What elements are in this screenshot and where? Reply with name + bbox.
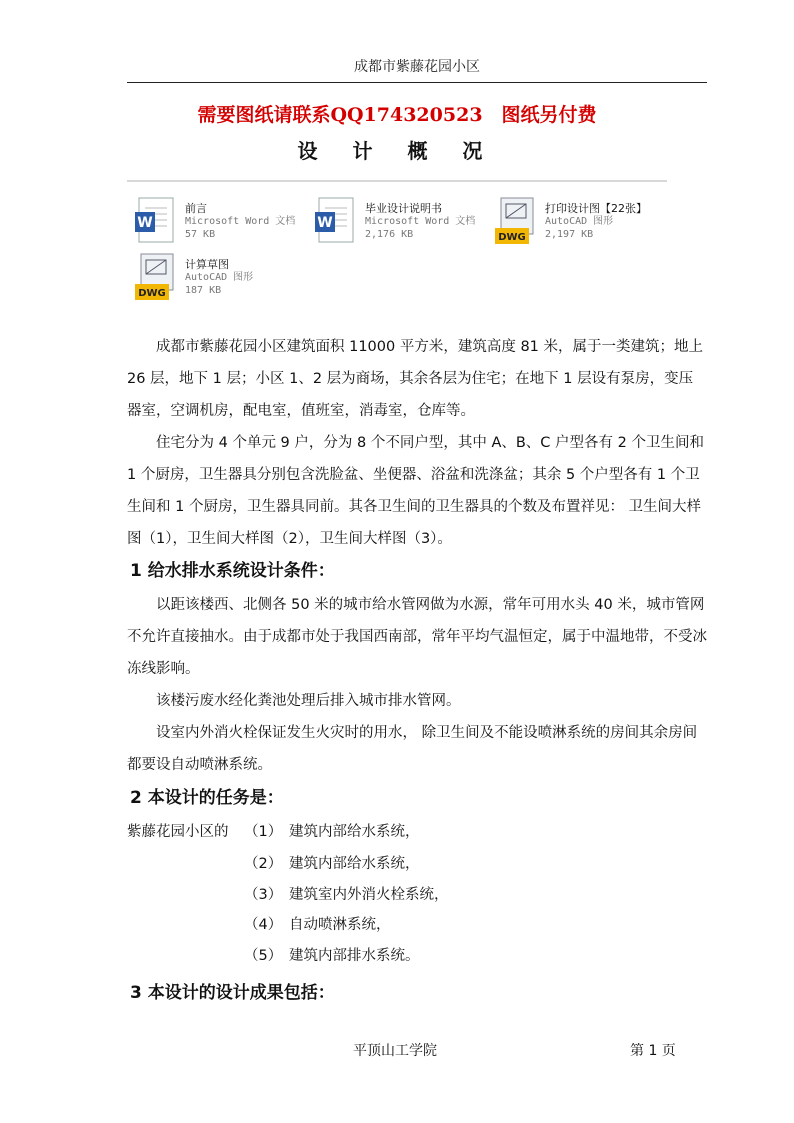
task-text: 建筑内部给水系统， xyxy=(289,856,420,872)
svg-text:DWG: DWG xyxy=(498,232,526,243)
file-size: 187 KB xyxy=(185,285,222,296)
svg-text:W: W xyxy=(137,215,153,231)
section-2-heading: 2 本设计的任务是： xyxy=(130,788,284,808)
task-text: 自动喷淋系统， xyxy=(289,917,391,933)
file-item-drawings[interactable] xyxy=(487,190,667,246)
task-text: 建筑内部给水系统， xyxy=(289,824,420,840)
section-3-heading: 3 本设计的设计成果包括： xyxy=(130,983,335,1003)
dwg-icon xyxy=(133,252,177,302)
task-number: （3） xyxy=(244,887,283,903)
word-doc-icon xyxy=(133,196,177,246)
svg-text:DWG: DWG xyxy=(138,288,166,299)
file-name: 打印设计图【22张】 xyxy=(545,202,647,215)
file-attachment-strip xyxy=(127,180,667,302)
file-size: 57 KB xyxy=(185,229,216,240)
dwg-icon xyxy=(493,196,537,246)
section-1-heading: 1 给水排水系统设计条件： xyxy=(130,561,335,581)
intro-paragraph-1: 成都市紫藤花园小区建筑面积 11000 平方米，建筑高度 81 米，属于一类建筑；地上 26 层，地下 1 层；小区 1、2 层为商场，其余各层为住宅；在地下 1 层设有泵房，变压器室，空调机房，配电室，值班室，消毒室，仓库等。 xyxy=(127,339,704,419)
section-1-paragraph-1: 以距该楼西、北侧各 50 米的城市给水管网做为水源，常年可用水头 40 米，城市管网不允许直接抽水。由于成都市处于我国西南部，常年平均气温恒定，属于中温地带，不受冰冻线影响。 xyxy=(127,597,707,677)
page-title: 设 计 概 况 xyxy=(297,139,497,163)
file-type: AutoCAD 图形 xyxy=(185,272,254,283)
task-list-lead: 紫藤花园小区的 xyxy=(127,824,229,840)
section-1-body xyxy=(127,589,707,781)
file-size: 2,176 KB xyxy=(365,229,414,240)
footer-page-number: 第 1 页 xyxy=(630,1043,676,1059)
task-text: 建筑室内外消火栓系统， xyxy=(289,887,449,903)
task-number: （1） xyxy=(244,824,283,840)
file-name: 前言 xyxy=(185,202,207,215)
file-item-thesis[interactable] xyxy=(307,190,487,246)
file-type: Microsoft Word 文档 xyxy=(365,216,476,227)
file-size: 2,197 KB xyxy=(545,229,594,240)
section-1-paragraph-3: 设室内外消火栓保证发生火灾时的用水， 除卫生间及不能设喷淋系统的房间其余房间都要设自动喷淋系统。 xyxy=(127,725,698,773)
task-number: （4） xyxy=(244,917,283,933)
file-name: 计算草图 xyxy=(185,258,229,271)
task-number: （5） xyxy=(244,948,283,964)
task-number: （2） xyxy=(244,856,283,872)
intro-section xyxy=(127,331,707,555)
section-1-paragraph-2: 该楼污废水经化粪池处理后排入城市排水管网。 xyxy=(156,693,461,709)
file-name: 毕业设计说明书 xyxy=(365,202,442,215)
contact-notice: 需要图纸请联系QQ174320523 图纸另付费 xyxy=(197,104,597,126)
running-header xyxy=(127,56,707,83)
task-text: 建筑内部排水系统。 xyxy=(289,948,420,964)
footer-school: 平顶山工学院 xyxy=(353,1043,437,1059)
word-doc-icon xyxy=(313,196,357,246)
file-item-calc-sketch[interactable] xyxy=(127,246,307,302)
intro-paragraph-2: 住宅分为 4 个单元 9 户，分为 8 个不同户型，其中 A、B、C 户型各有 2 个卫生间和 1 个厨房，卫生器具分别包含洗脸盆、坐便器、浴盆和洗涤盆；其余 5 个户型各有 1 个卫生间和 1 个厨房，卫生器具同前。其各卫生间的卫生器具的个数及布置祥见： 卫生间大样图（1），卫生间大样图（2），卫生间大样图（3）。 xyxy=(127,435,704,547)
running-title: 成都市紫藤花园小区 xyxy=(354,59,480,75)
file-type: Microsoft Word 文档 xyxy=(185,216,296,227)
svg-text:W: W xyxy=(317,215,333,231)
file-type: AutoCAD 图形 xyxy=(545,216,614,227)
file-item-preface[interactable] xyxy=(127,190,307,246)
